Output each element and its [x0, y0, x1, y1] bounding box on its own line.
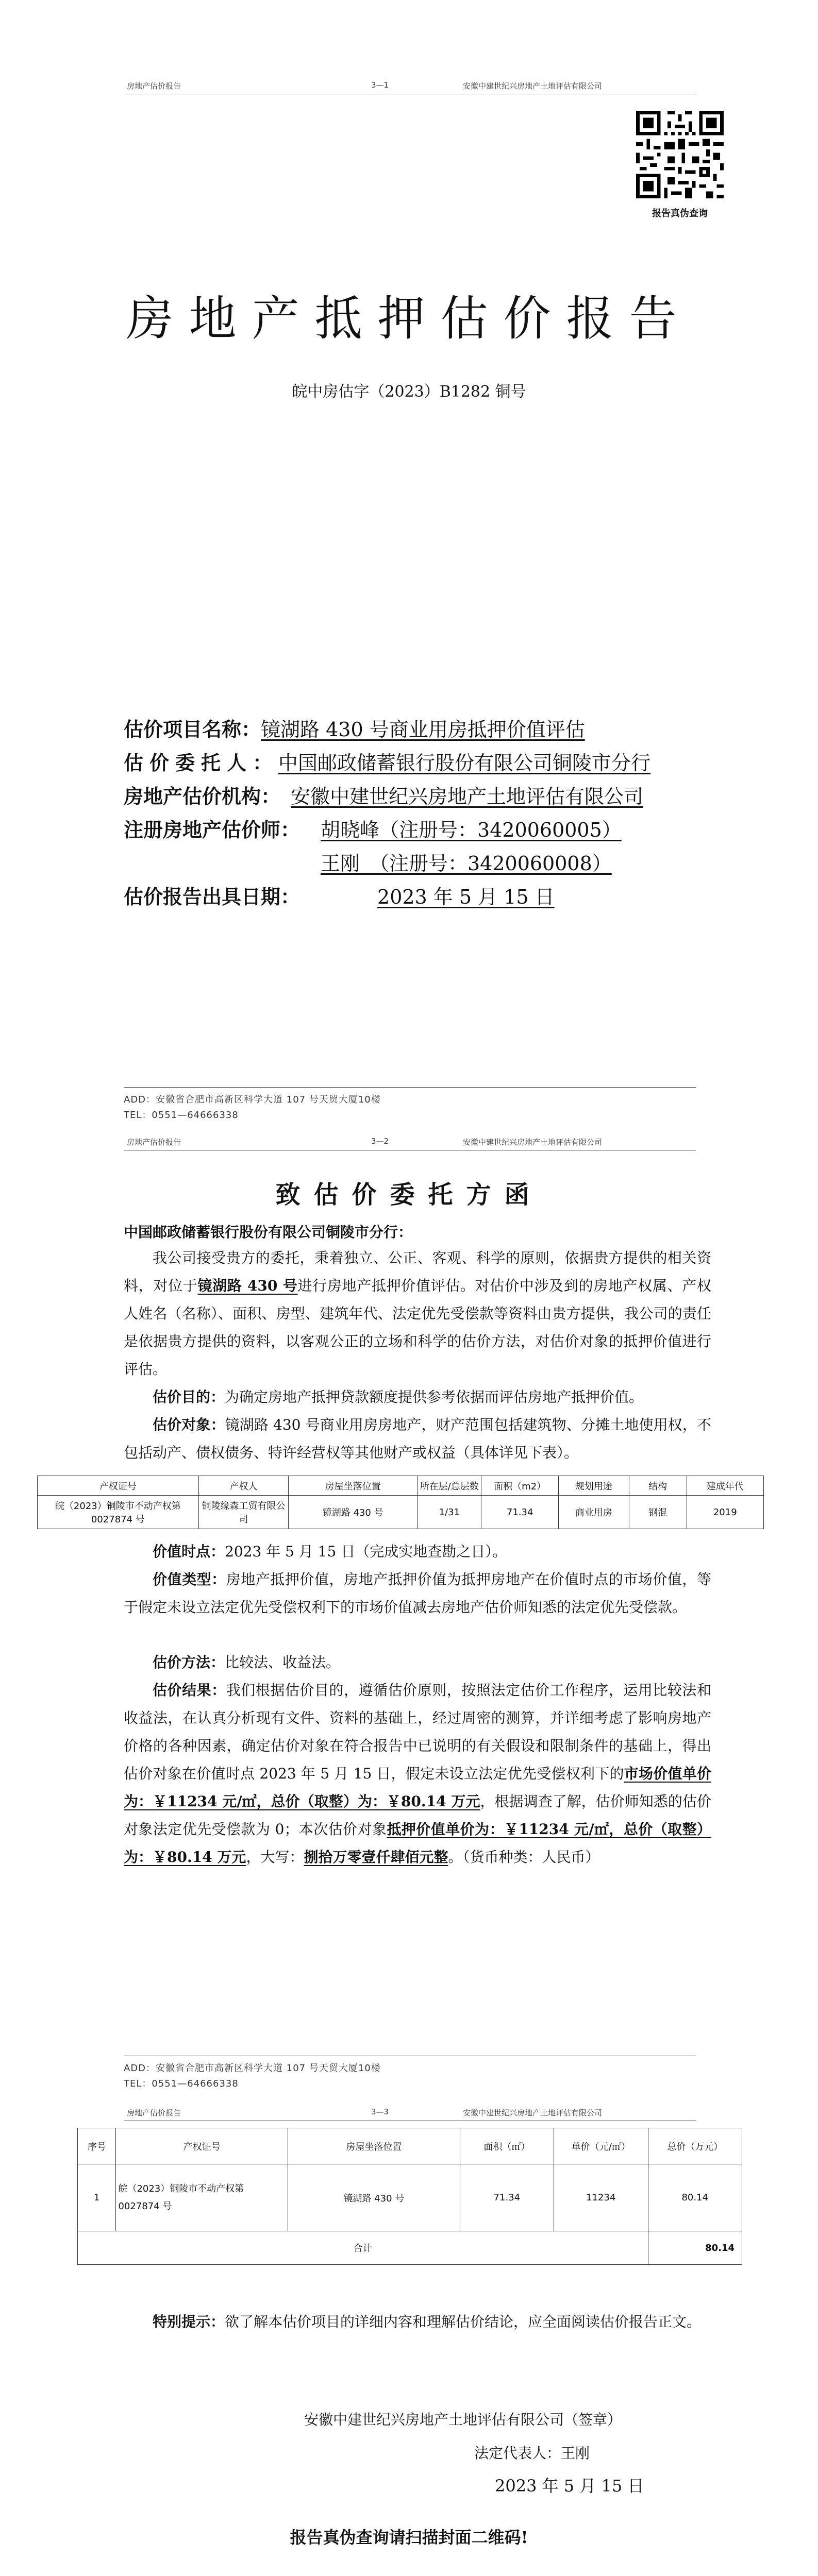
result-text-a: 我们根据估价目的，遵循估价原则，按照法定估价工作程序，运用比较法和收益法，在认真分析现有文件、资料的基础上，经过周密的测算，并详细考虑了影响房地产价格的各种因素，确定估价对象在符合报告中已说明的有关假设和限制条件的基础上，得出估价对象在价值时点 2023 年 5 月 15 日，假定未设立法定优先受偿权利下的 [124, 1682, 711, 1782]
page2-header-left: 房地产估价报告 [127, 1138, 181, 1147]
col-location: 房屋坐落位置 [289, 1476, 418, 1496]
value-time-text: 2023 年 5 月 15 日（完成实地查勘之日）。 [225, 1543, 507, 1560]
col-cert-no: 产权证号 [38, 1476, 199, 1496]
footer-address: ADD：安徽省合肥市高新区科学大道 107 号天贸大厦10楼 [124, 1094, 381, 1105]
col-cert-no: 产权证号 [116, 2128, 288, 2164]
client-label: 估价委托人： [124, 751, 279, 774]
page3-header-center: 3—3 [371, 2107, 389, 2116]
letter-addressee: 中国邮政储蓄银行股份有限公司铜陵市分行： [124, 1224, 413, 1241]
appraiser-label: 注册房地产估价师： [124, 818, 301, 841]
cell-unit-price: 11234 [554, 2164, 648, 2231]
summary-total-row [78, 2231, 742, 2265]
result-label: 估价结果： [153, 1682, 226, 1699]
letter-title: 致估价委托方函 [275, 1180, 543, 1209]
col-area: 面积（m2） [481, 1476, 558, 1496]
mortgage-value: 抵押价值单价为：￥11234 元/㎡，总价（取整）为：￥80.14 万元 [124, 1821, 712, 1866]
page1-footer-rule [124, 1087, 696, 1088]
cell-cert-no: 皖（2023）铜陵市不动产权第 0027874 号 [38, 1496, 199, 1529]
appraiser-row [124, 814, 642, 842]
special-tip-paragraph [124, 2308, 711, 2336]
page2-footer [124, 2061, 381, 2092]
report-title: 房地产抵押估价报告 [126, 291, 692, 346]
col-area: 面积（㎡） [460, 2128, 554, 2164]
purpose-paragraph [124, 1383, 711, 1411]
report-doc-number: 皖中房估字（2023）B1282 铜号 [292, 383, 526, 401]
value-time-paragraph [124, 1538, 711, 1566]
table-row [38, 1496, 764, 1529]
footer-tel: TEL：0551—64666338 [124, 2078, 239, 2089]
purpose-text: 为确定房地产抵押贷款额度提供参考依据而评估房地产抵押价值。 [225, 1388, 644, 1405]
object-paragraph [124, 1411, 711, 1467]
qr-code[interactable] [636, 111, 724, 198]
value-time-label: 价值时点： [153, 1543, 225, 1560]
project-name-value: 镜湖路 430 号商业用房抵押价值评估 [261, 718, 585, 741]
cell-total-price: 80.14 [648, 2164, 742, 2231]
property-table-header [38, 1476, 764, 1496]
project-name-row [124, 714, 585, 742]
page1-header-center: 3—1 [371, 80, 389, 90]
amount-in-words: 捌拾万零壹仟肆佰元整 [304, 1849, 448, 1866]
summary-table-header [78, 2128, 742, 2164]
cell-location: 镜湖路 430 号 [288, 2164, 460, 2231]
date-row [124, 881, 632, 909]
col-structure: 结构 [629, 1476, 687, 1496]
cell-area: 71.34 [460, 2164, 554, 2231]
result-text-c: ，根据调查了解，估价师知悉的估价对象法定优先受偿款为 0；本次估价对象 [124, 1793, 711, 1838]
project-name-label: 估价项目名称： [124, 718, 261, 741]
footer-address: ADD：安徽省合肥市高新区科学大道 107 号天贸大厦10楼 [124, 2063, 381, 2074]
appraiser-2-row [300, 848, 632, 876]
cell-area: 71.34 [481, 1496, 558, 1529]
cell-location: 镜湖路 430 号 [289, 1496, 418, 1529]
page3-header-right: 安徽中建世纪兴房地产土地评估有限公司 [463, 2108, 603, 2117]
appraiser-1: 胡晓峰（注册号：3420060005） [321, 819, 622, 841]
cell-owner: 铜陵缘森工贸有限公司 [198, 1496, 289, 1529]
special-tip-label: 特别提示： [153, 2313, 225, 2330]
method-label: 估价方法： [153, 1654, 225, 1671]
col-index: 序号 [78, 2128, 116, 2164]
page2-header-right: 安徽中建世纪兴房地产土地评估有限公司 [463, 1138, 603, 1147]
intro-address: 镜湖路 430 号 [197, 1277, 298, 1294]
method-text: 比较法、收益法。 [225, 1654, 341, 1671]
market-value: 市场价值单价为：￥11234 元/㎡，总价（取整）为：￥80.14 万元 [124, 1765, 711, 1810]
report-date: 2023 年 5 月 15 日 [495, 2476, 644, 2496]
total-label: 合计 [78, 2231, 648, 2265]
value-type-text: 房地产抵押价值，房地产抵押价值为抵押房地产在价值时点的市场价值，等于假定未设立法定优先受偿权利下的市场价值减去房地产估价师知悉的法定优先受偿款。 [124, 1571, 711, 1616]
col-use: 规划用途 [558, 1476, 629, 1496]
page1-header-right: 安徽中建世纪兴房地产土地评估有限公司 [463, 81, 603, 91]
qr-notice: 报告真伪查询请扫描封面二维码! [290, 2528, 528, 2547]
letter-paragraph-intro [124, 1244, 711, 1383]
client-row [124, 747, 650, 775]
table-row [78, 2164, 742, 2231]
page2-header-center: 3—2 [371, 1137, 389, 1146]
cell-floor: 1/31 [418, 1496, 481, 1529]
value-type-paragraph [124, 1566, 711, 1621]
company-seal-line: 安徽中建世纪兴房地产土地评估有限公司（签章） [304, 2411, 622, 2428]
summary-table [77, 2128, 742, 2265]
legal-representative: 法定代表人：王刚 [474, 2445, 590, 2462]
cell-use: 商业用房 [558, 1496, 629, 1529]
date-value: 2023 年 5 月 15 日 [377, 886, 555, 908]
purpose-label: 估价目的： [153, 1388, 225, 1405]
special-tip-text: 欲了解本估价项目的详细内容和理解估价结论，应全面阅读估价报告正文。 [225, 2313, 702, 2330]
intro-text-c: 进行房地产抵押价值评估。对估价中涉及到的房地产权属、产权人姓名（名称）、面积、房型、建筑年代、法定优先受偿款等资料由贵方提供，我公司的责任是依据贵方提供的资料，以客观公正的立场和科学的估价方法，对估价对象的抵押价值进行评估。 [124, 1277, 711, 1378]
col-year: 建成年代 [687, 1476, 764, 1496]
method-paragraph [124, 1649, 711, 1676]
result-paragraph [124, 1676, 711, 1871]
total-value: 80.14 [648, 2231, 742, 2265]
col-owner: 产权人 [198, 1476, 289, 1496]
object-label: 估价对象： [153, 1416, 225, 1433]
page1-header-left: 房地产估价报告 [127, 81, 181, 91]
footer-tel: TEL：0551—64666338 [124, 1110, 239, 1121]
result-text-g: 。（货币种类：人民币） [448, 1849, 600, 1866]
intro-text-a: 我公司接受贵方的委托，秉着独立、公正、客观、科学的原则，依据贵方提供的相关资料，对位于 [124, 1249, 711, 1294]
client-value: 中国邮政储蓄银行股份有限公司铜陵市分行 [278, 752, 651, 774]
property-table [37, 1476, 764, 1529]
agency-label: 房地产估价机构： [124, 785, 281, 808]
col-total-price: 总价（万元） [648, 2128, 742, 2164]
cell-cert-no: 皖（2023）铜陵市不动产权第 0027874 号 [116, 2164, 288, 2231]
qr-caption: 报告真伪查询 [652, 208, 708, 219]
col-location: 房屋坐落位置 [288, 2128, 460, 2164]
result-text-e: ，大写： [246, 1849, 304, 1866]
page1-footer [124, 1092, 381, 1123]
agency-row [124, 781, 643, 809]
col-floor: 所在层/总层数 [418, 1476, 481, 1496]
date-label: 估价报告出具日期： [124, 885, 301, 908]
page3-header-left: 房地产估价报告 [127, 2108, 181, 2117]
cell-structure: 钢混 [629, 1496, 687, 1529]
agency-value: 安徽中建世纪兴房地产土地评估有限公司 [291, 785, 644, 808]
value-type-label: 价值类型： [153, 1571, 226, 1588]
col-unit-price: 单价（元/㎡） [554, 2128, 648, 2164]
cell-index: 1 [78, 2164, 116, 2231]
appraiser-2: 王刚 （注册号：3420060008） [321, 852, 612, 875]
cell-year: 2019 [687, 1496, 764, 1529]
object-text: 镜湖路 430 号商业用房房地产，财产范围包括建筑物、分摊土地使用权，不包括动产、债权债务、特许经营权等其他财产或权益（具体详见下表）。 [124, 1416, 711, 1461]
